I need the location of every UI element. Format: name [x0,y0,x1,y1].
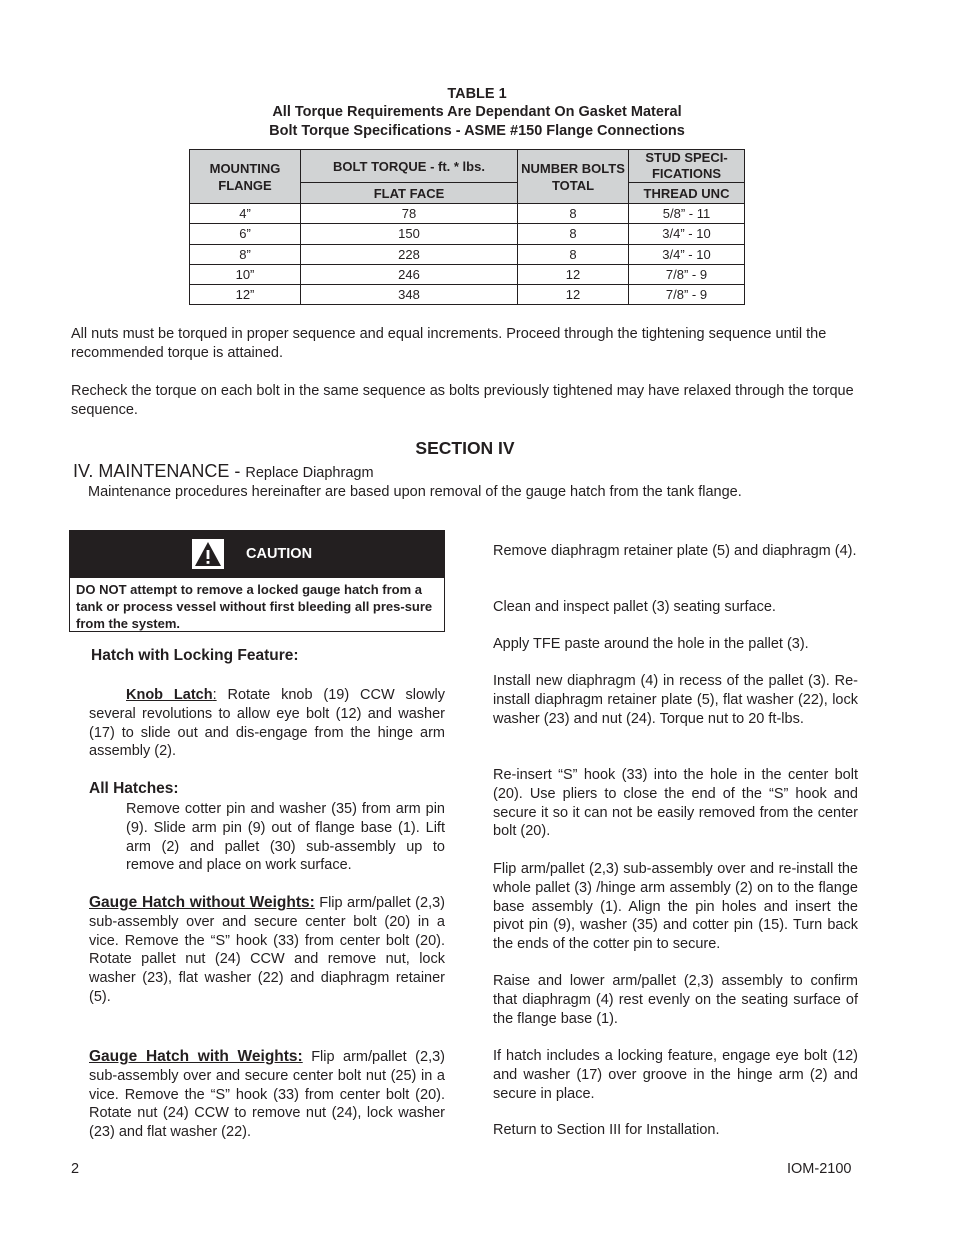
section-title-sub: Replace Diaphragm [245,465,374,481]
table-row [190,264,745,284]
page-number: 2 [71,1161,80,1177]
document-id: IOM-2100 [787,1161,852,1177]
caution-text: DO NOT attempt to remove a locked gauge hatch from a tank or process vessel without first bleeding all pres-sure from the system. [76,582,433,631]
caution-header [70,531,444,578]
caution-box [69,530,445,632]
table-label: TABLE 1 [447,86,507,102]
header-bolt-torque: BOLT TORQUE - ft. * lbs. [301,150,518,183]
cell-flange: 12” [190,285,301,305]
warning-icon [192,539,224,569]
header-stud-specs: STUD SPECI- FICATIONS [629,150,745,183]
without-weights-paragraph [89,894,445,1007]
step-apply-tfe: Apply TFE paste around the hole in the pallet (3). [493,636,809,652]
header-number-bolts: NUMBER BOLTS TOTAL [518,150,629,204]
cell-flange: 6” [190,224,301,244]
caution-label: CAUTION [246,546,313,562]
step-clean-inspect: Clean and inspect pallet (3) seating surface. [493,599,776,615]
section-heading: SECTION IV [415,438,515,458]
step-remove-retainer: Remove diaphragm retainer plate (5) and diaphragm (4). [493,543,857,559]
step-raise-lower: Raise and lower arm/pallet (2,3) assembly to confirm that diaphragm (4) rest evenly on the seating surface of the flange base (1). [493,973,858,1027]
step-locking-feature: If hatch includes a locking feature, engage eye bolt (12) and washer (17) over groove in the hinge arm (2) and secure in place. [493,1048,858,1102]
intro-paragraph-2: Recheck the torque on each bolt in the same sequence as bolts previously tightened may have relaxed through the torque sequence. [71,383,854,418]
section-description: Maintenance procedures hereinafter are based upon removal of the gauge hatch from the tank flange. [88,484,742,500]
header-mounting-flange: MOUNTING FLANGE [190,150,301,204]
table-row [190,244,745,264]
knob-latch-label: Knob Latch [126,687,213,703]
header-thread-unc: THREAD UNC [629,183,745,204]
cell-thread: 7/8” - 9 [629,264,745,284]
cell-torque: 348 [301,285,518,305]
knob-latch-paragraph [89,686,445,761]
cell-flange: 4” [190,204,301,224]
cell-torque: 78 [301,204,518,224]
all-hatches-heading: All Hatches: [89,780,179,797]
with-weights-label: Gauge Hatch with Weights: [89,1048,303,1065]
table-subtitle-1: All Torque Requirements Are Dependant On Gasket Materal [272,104,682,120]
cell-bolts: 8 [518,204,629,224]
step-return: Return to Section III for Installation. [493,1122,720,1138]
cell-bolts: 12 [518,264,629,284]
hatch-locking-heading: Hatch with Locking Feature: [91,647,299,664]
cell-bolts: 12 [518,285,629,305]
cell-thread: 7/8” - 9 [629,285,745,305]
knob-latch-colon: : [212,687,217,703]
cell-thread: 3/4” - 10 [629,244,745,264]
table-row [190,224,745,244]
header-flat-face: FLAT FACE [301,183,518,204]
cell-torque: 246 [301,264,518,284]
cell-torque: 228 [301,244,518,264]
cell-flange: 8” [190,244,301,264]
step-flip-reinstall: Flip arm/pallet (2,3) sub-assembly over and re-install the whole pallet (3) /hinge arm assembly (2) on to the flange base assembly (1). Align the pin holes and insert the pivot pin (9), washer (35) and cotter pin (15). Turn back the ends of the cotter pin to secure. [493,861,858,953]
with-weights-paragraph [89,1048,445,1142]
step-reinsert-hook: Re-insert “S” hook (33) into the hole in the center bolt (20). Use pliers to close the end of the “S” hook and secure it so it can not be easily removed from the center bolt (20). [493,767,858,840]
all-hatches-text: Remove cotter pin and washer (35) from arm pin (9). Slide arm pin (9) out of flange base (1). Lift arm (2) and pallet (30) sub-assembly up to remove and place on work surface. [126,801,445,874]
cell-bolts: 8 [518,224,629,244]
table-subtitle-2: Bolt Torque Specifications - ASME #150 Flange Connections [269,123,685,139]
table-row [190,204,745,224]
section-title-main: IV. MAINTENANCE - [73,461,246,481]
without-weights-text: Flip arm/pallet (2,3) sub-assembly over and secure center bolt (20) in a vice. Remove the “S” hook (33) from center bolt (20). Rotate pallet nut (24) CCW and remove nut, lock washer (23), flat washer (22) and diaphragm retainer (5). [89,895,445,1005]
table-row [190,285,745,305]
cell-bolts: 8 [518,244,629,264]
step-install-diaphragm: Install new diaphragm (4) in recess of the pallet (3). Re-install diaphragm retainer plate (5), flat washer (22), lock washer (23) and nut (24). Torque nut to 20 ft-lbs. [493,673,858,727]
intro-paragraph-1: All nuts must be torqued in proper sequence and equal increments. Proceed through the tightening sequence until the recommended torque is attained. [71,326,827,361]
section-title [73,461,374,482]
cell-thread: 3/4” - 10 [629,224,745,244]
knob-latch-text: Rotate knob (19) CCW slowly several revolutions to allow eye bolt (12) and washer (17) to slide out and dis-engage from the hinge arm assembly (2). [89,687,446,760]
without-weights-label: Gauge Hatch without Weights: [89,894,315,911]
cell-thread: 5/8” - 11 [629,204,745,224]
torque-table [189,149,745,305]
with-weights-text: Flip arm/pallet (2,3) sub-assembly over and secure center bolt nut (25) in a vice. Remove the “S” hook (33) from center bolt (20). Rotate nut (24) CCW to remove nut (24), lock washer (23) and flat washer (22). [89,1049,445,1141]
cell-torque: 150 [301,224,518,244]
cell-flange: 10” [190,264,301,284]
